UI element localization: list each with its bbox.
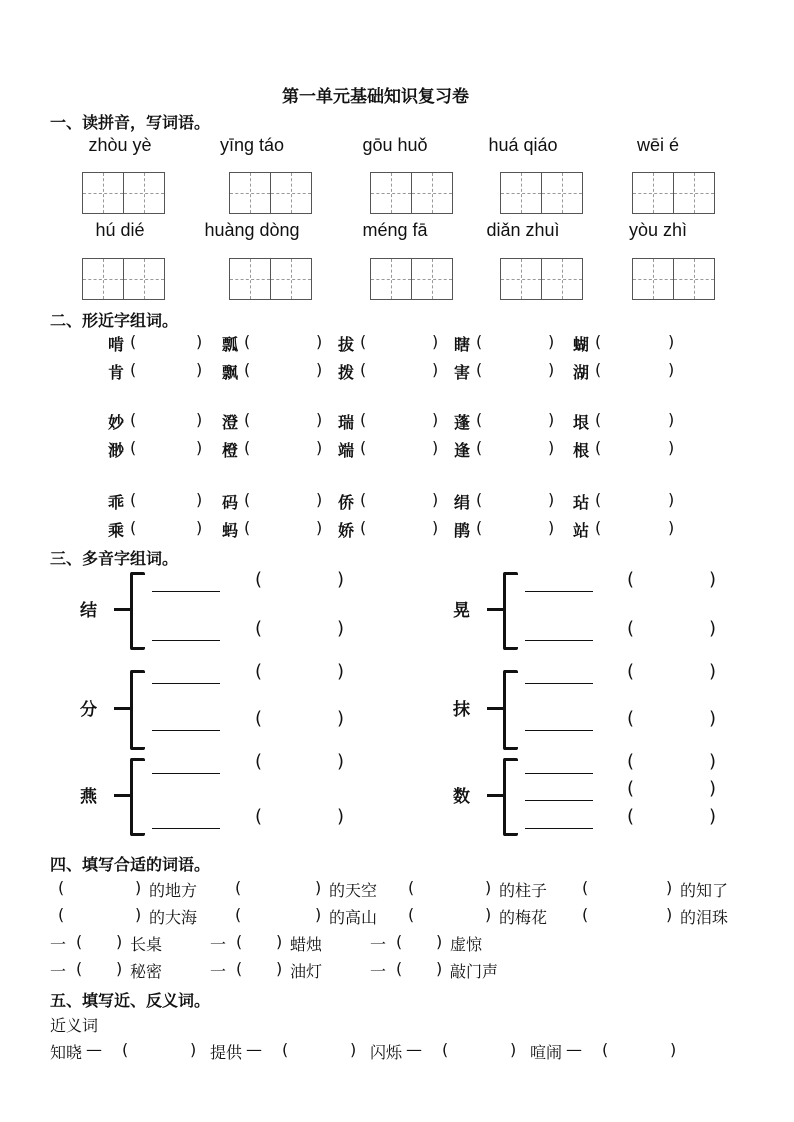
similar-char: 瞎	[454, 335, 471, 354]
open-paren: (	[360, 332, 367, 351]
close-paren: )	[315, 905, 322, 924]
close-paren: )	[709, 751, 717, 772]
pinyin-text: huá qiáo	[488, 135, 558, 155]
bracket-stem	[487, 707, 503, 710]
fill-word: 敲门声	[450, 962, 499, 981]
close-paren: )	[196, 360, 203, 379]
similar-char: 妙	[108, 413, 125, 432]
quantifier-prefix: 一	[210, 962, 227, 981]
open-paren: (	[595, 332, 602, 351]
close-paren: )	[276, 932, 283, 951]
grid-cell[interactable]	[123, 259, 164, 299]
close-paren: )	[548, 360, 555, 379]
open-paren: (	[130, 410, 137, 429]
grid-cell[interactable]	[673, 259, 714, 299]
answer-line[interactable]	[525, 828, 593, 829]
fill-word: 油灯	[290, 962, 323, 981]
section-4-heading: 四、填写合适的词语。	[50, 855, 211, 874]
fill-word: 虚惊	[450, 935, 483, 954]
bracket	[503, 670, 518, 750]
bracket-stem	[114, 707, 130, 710]
section-1-heading: 一、读拼音，写词语。	[50, 113, 211, 132]
fill-word: 的柱子	[499, 881, 548, 900]
similar-char: 鹃	[454, 521, 471, 540]
section-2-heading: 二、形近字组词。	[50, 311, 179, 330]
grid-cell[interactable]	[673, 173, 714, 213]
close-paren: )	[432, 332, 439, 351]
close-paren: )	[196, 410, 203, 429]
grid-cell[interactable]	[541, 173, 582, 213]
close-paren: )	[316, 518, 323, 537]
open-paren: (	[595, 360, 602, 379]
close-paren: )	[548, 490, 555, 509]
open-paren: (	[627, 751, 635, 772]
open-paren: (	[582, 905, 589, 924]
grid-cell[interactable]	[541, 259, 582, 299]
close-paren: )	[668, 360, 675, 379]
open-paren: (	[582, 878, 589, 897]
close-paren: )	[670, 1040, 677, 1059]
similar-char: 蝴	[573, 335, 590, 354]
grid-cell[interactable]	[371, 259, 411, 299]
open-paren: (	[408, 905, 415, 924]
open-paren: (	[255, 569, 263, 590]
open-paren: (	[476, 410, 483, 429]
writing-grid-box[interactable]	[229, 172, 312, 214]
answer-line[interactable]	[525, 730, 593, 731]
open-paren: (	[595, 518, 602, 537]
open-paren: (	[244, 518, 251, 537]
close-paren: )	[337, 569, 345, 590]
close-paren: )	[485, 905, 492, 924]
synonym-word: 知晓	[50, 1043, 83, 1062]
open-paren: (	[476, 360, 483, 379]
close-paren: )	[668, 490, 675, 509]
similar-char: 端	[338, 441, 355, 460]
open-paren: (	[476, 332, 483, 351]
similar-char: 湖	[573, 363, 590, 382]
fill-word: 的大海	[149, 908, 198, 927]
close-paren: )	[432, 360, 439, 379]
grid-cell[interactable]	[230, 259, 270, 299]
pinyin-text: méng fā	[362, 220, 428, 240]
open-paren: (	[58, 878, 65, 897]
fill-word: 的知了	[680, 881, 729, 900]
close-paren: )	[316, 332, 323, 351]
open-paren: (	[244, 360, 251, 379]
close-paren: )	[432, 490, 439, 509]
open-paren: (	[236, 932, 243, 951]
synonym-label: 近义词	[50, 1016, 99, 1035]
open-paren: (	[255, 661, 263, 682]
synonym-word: 闪烁	[370, 1043, 403, 1062]
close-paren: )	[316, 438, 323, 457]
open-paren: (	[130, 438, 137, 457]
fill-word: 秘密	[130, 962, 163, 981]
close-paren: )	[709, 778, 717, 799]
writing-grid-box[interactable]	[500, 258, 583, 300]
similar-char: 蓬	[454, 413, 471, 432]
grid-cell[interactable]	[633, 173, 673, 213]
close-paren: )	[337, 708, 345, 729]
close-paren: )	[709, 806, 717, 827]
close-paren: )	[196, 518, 203, 537]
writing-grid-box[interactable]	[370, 172, 453, 214]
close-paren: )	[666, 905, 673, 924]
open-paren: (	[360, 410, 367, 429]
close-paren: )	[116, 932, 123, 951]
close-paren: )	[196, 490, 203, 509]
synonym-word: 喧闹	[530, 1043, 563, 1062]
writing-grid-box[interactable]	[370, 258, 453, 300]
answer-line[interactable]	[152, 591, 220, 592]
open-paren: (	[396, 959, 403, 978]
open-paren: (	[130, 360, 137, 379]
grid-cell[interactable]	[83, 259, 123, 299]
open-paren: (	[76, 959, 83, 978]
open-paren: (	[627, 806, 635, 827]
dash: —	[246, 1040, 262, 1059]
open-paren: (	[476, 438, 483, 457]
open-paren: (	[627, 569, 635, 590]
close-paren: )	[485, 878, 492, 897]
close-paren: )	[548, 332, 555, 351]
pinyin-text: wēi é	[636, 135, 680, 155]
similar-char: 害	[454, 363, 471, 382]
polyphone-char: 分	[80, 700, 97, 720]
synonym-word: 提供	[210, 1043, 243, 1062]
close-paren: )	[432, 518, 439, 537]
open-paren: (	[235, 905, 242, 924]
answer-line[interactable]	[152, 773, 220, 774]
grid-cell[interactable]	[83, 173, 123, 213]
similar-char: 肯	[108, 363, 125, 382]
similar-char: 站	[573, 521, 590, 540]
quantifier-prefix: 一	[50, 962, 67, 981]
pinyin-text: gōu huǒ	[362, 135, 428, 155]
grid-cell[interactable]	[371, 173, 411, 213]
open-paren: (	[244, 410, 251, 429]
open-paren: (	[595, 410, 602, 429]
open-paren: (	[595, 438, 602, 457]
grid-cell[interactable]	[411, 173, 452, 213]
close-paren: )	[135, 905, 142, 924]
close-paren: )	[709, 569, 717, 590]
writing-grid-box[interactable]	[632, 258, 715, 300]
similar-char: 瑞	[338, 413, 355, 432]
pinyin-text: zhòu yè	[88, 135, 152, 155]
open-paren: (	[595, 490, 602, 509]
close-paren: )	[316, 360, 323, 379]
similar-char: 乖	[108, 493, 125, 512]
similar-char: 绢	[454, 493, 471, 512]
grid-cell[interactable]	[270, 259, 311, 299]
close-paren: )	[666, 878, 673, 897]
similar-char: 侨	[338, 493, 355, 512]
grid-cell[interactable]	[411, 259, 452, 299]
close-paren: )	[548, 518, 555, 537]
open-paren: (	[360, 360, 367, 379]
open-paren: (	[255, 708, 263, 729]
answer-line[interactable]	[525, 640, 593, 641]
quantifier-prefix: 一	[370, 935, 387, 954]
polyphone-char: 数	[453, 787, 470, 807]
close-paren: )	[668, 410, 675, 429]
close-paren: )	[196, 332, 203, 351]
similar-char: 啃	[108, 335, 125, 354]
close-paren: )	[135, 878, 142, 897]
similar-char: 玷	[573, 493, 590, 512]
open-paren: (	[235, 878, 242, 897]
close-paren: )	[709, 708, 717, 729]
close-paren: )	[337, 751, 345, 772]
page-title: 第一单元基础知识复习卷	[282, 87, 469, 107]
open-paren: (	[627, 708, 635, 729]
writing-grid-box[interactable]	[82, 258, 165, 300]
open-paren: (	[255, 618, 263, 639]
open-paren: (	[244, 438, 251, 457]
bracket	[130, 670, 145, 750]
open-paren: (	[244, 490, 251, 509]
quantifier-prefix: 一	[370, 962, 387, 981]
similar-char: 橙	[222, 441, 239, 460]
close-paren: )	[436, 959, 443, 978]
pinyin-text: diǎn zhuì	[486, 220, 560, 240]
open-paren: (	[602, 1040, 609, 1059]
open-paren: (	[255, 806, 263, 827]
similar-char: 蚂	[222, 521, 239, 540]
answer-line[interactable]	[525, 800, 593, 801]
quantifier-prefix: 一	[210, 935, 227, 954]
close-paren: )	[190, 1040, 197, 1059]
open-paren: (	[627, 661, 635, 682]
close-paren: )	[668, 438, 675, 457]
open-paren: (	[442, 1040, 449, 1059]
open-paren: (	[627, 778, 635, 799]
fill-word: 蜡烛	[290, 935, 323, 954]
answer-line[interactable]	[152, 640, 220, 641]
grid-cell[interactable]	[501, 173, 541, 213]
fill-word: 的泪珠	[680, 908, 729, 927]
similar-char: 渺	[108, 441, 125, 460]
section-3-heading: 三、多音字组词。	[50, 549, 179, 568]
polyphone-char: 结	[80, 601, 97, 621]
open-paren: (	[476, 490, 483, 509]
open-paren: (	[255, 751, 263, 772]
bracket-stem	[114, 608, 130, 611]
close-paren: )	[432, 410, 439, 429]
grid-cell[interactable]	[501, 259, 541, 299]
polyphone-char: 抹	[453, 700, 470, 720]
answer-line[interactable]	[525, 683, 593, 684]
similar-char: 垠	[573, 413, 590, 432]
close-paren: )	[432, 438, 439, 457]
pinyin-text: yòu zhì	[628, 220, 688, 240]
open-paren: (	[130, 518, 137, 537]
open-paren: (	[360, 518, 367, 537]
open-paren: (	[396, 932, 403, 951]
grid-cell[interactable]	[633, 259, 673, 299]
grid-cell[interactable]	[230, 173, 270, 213]
fill-word: 的地方	[149, 881, 198, 900]
open-paren: (	[360, 438, 367, 457]
bracket	[503, 572, 518, 650]
open-paren: (	[130, 332, 137, 351]
similar-char: 根	[573, 441, 590, 460]
open-paren: (	[627, 618, 635, 639]
open-paren: (	[236, 959, 243, 978]
similar-char: 澄	[222, 413, 239, 432]
fill-word: 的梅花	[499, 908, 548, 927]
bracket-stem	[114, 794, 130, 797]
close-paren: )	[668, 332, 675, 351]
fill-word: 长桌	[130, 935, 163, 954]
similar-char: 飘	[222, 363, 239, 382]
similar-char: 拔	[338, 335, 355, 354]
similar-char: 瓢	[222, 335, 239, 354]
writing-grid-box[interactable]	[82, 172, 165, 214]
close-paren: )	[709, 661, 717, 682]
bracket	[130, 758, 145, 836]
writing-grid-box[interactable]	[632, 172, 715, 214]
bracket	[503, 758, 518, 836]
close-paren: )	[548, 438, 555, 457]
similar-char: 码	[222, 493, 239, 512]
answer-line[interactable]	[152, 683, 220, 684]
similar-char: 娇	[338, 521, 355, 540]
open-paren: (	[76, 932, 83, 951]
grid-cell[interactable]	[270, 173, 311, 213]
close-paren: )	[709, 618, 717, 639]
close-paren: )	[316, 410, 323, 429]
polyphone-char: 晃	[453, 601, 470, 621]
open-paren: (	[122, 1040, 129, 1059]
open-paren: (	[244, 332, 251, 351]
close-paren: )	[337, 806, 345, 827]
bracket-stem	[487, 794, 503, 797]
close-paren: )	[337, 661, 345, 682]
close-paren: )	[196, 438, 203, 457]
fill-word: 的天空	[329, 881, 378, 900]
open-paren: (	[282, 1040, 289, 1059]
close-paren: )	[315, 878, 322, 897]
pinyin-text: hú dié	[95, 220, 145, 240]
open-paren: (	[130, 490, 137, 509]
quantifier-prefix: 一	[50, 935, 67, 954]
close-paren: )	[350, 1040, 357, 1059]
writing-grid-box[interactable]	[500, 172, 583, 214]
similar-char: 乘	[108, 521, 125, 540]
dash: —	[566, 1040, 582, 1059]
answer-line[interactable]	[525, 591, 593, 592]
open-paren: (	[408, 878, 415, 897]
close-paren: )	[510, 1040, 517, 1059]
pinyin-text: yīng táo	[219, 135, 285, 155]
bracket-stem	[487, 608, 503, 611]
open-paren: (	[360, 490, 367, 509]
close-paren: )	[316, 490, 323, 509]
close-paren: )	[668, 518, 675, 537]
close-paren: )	[116, 959, 123, 978]
dash: —	[86, 1040, 102, 1059]
similar-char: 拨	[338, 363, 355, 382]
close-paren: )	[337, 618, 345, 639]
section-5-heading: 五、填写近、反义词。	[50, 991, 211, 1010]
writing-grid-box[interactable]	[229, 258, 312, 300]
grid-cell[interactable]	[123, 173, 164, 213]
polyphone-char: 燕	[80, 787, 97, 807]
answer-line[interactable]	[152, 828, 220, 829]
bracket	[130, 572, 145, 650]
answer-line[interactable]	[152, 730, 220, 731]
pinyin-text: huàng dòng	[204, 220, 300, 240]
open-paren: (	[58, 905, 65, 924]
close-paren: )	[436, 932, 443, 951]
dash: —	[406, 1040, 422, 1059]
close-paren: )	[276, 959, 283, 978]
similar-char: 逢	[454, 441, 471, 460]
fill-word: 的高山	[329, 908, 378, 927]
close-paren: )	[548, 410, 555, 429]
answer-line[interactable]	[525, 773, 593, 774]
open-paren: (	[476, 518, 483, 537]
